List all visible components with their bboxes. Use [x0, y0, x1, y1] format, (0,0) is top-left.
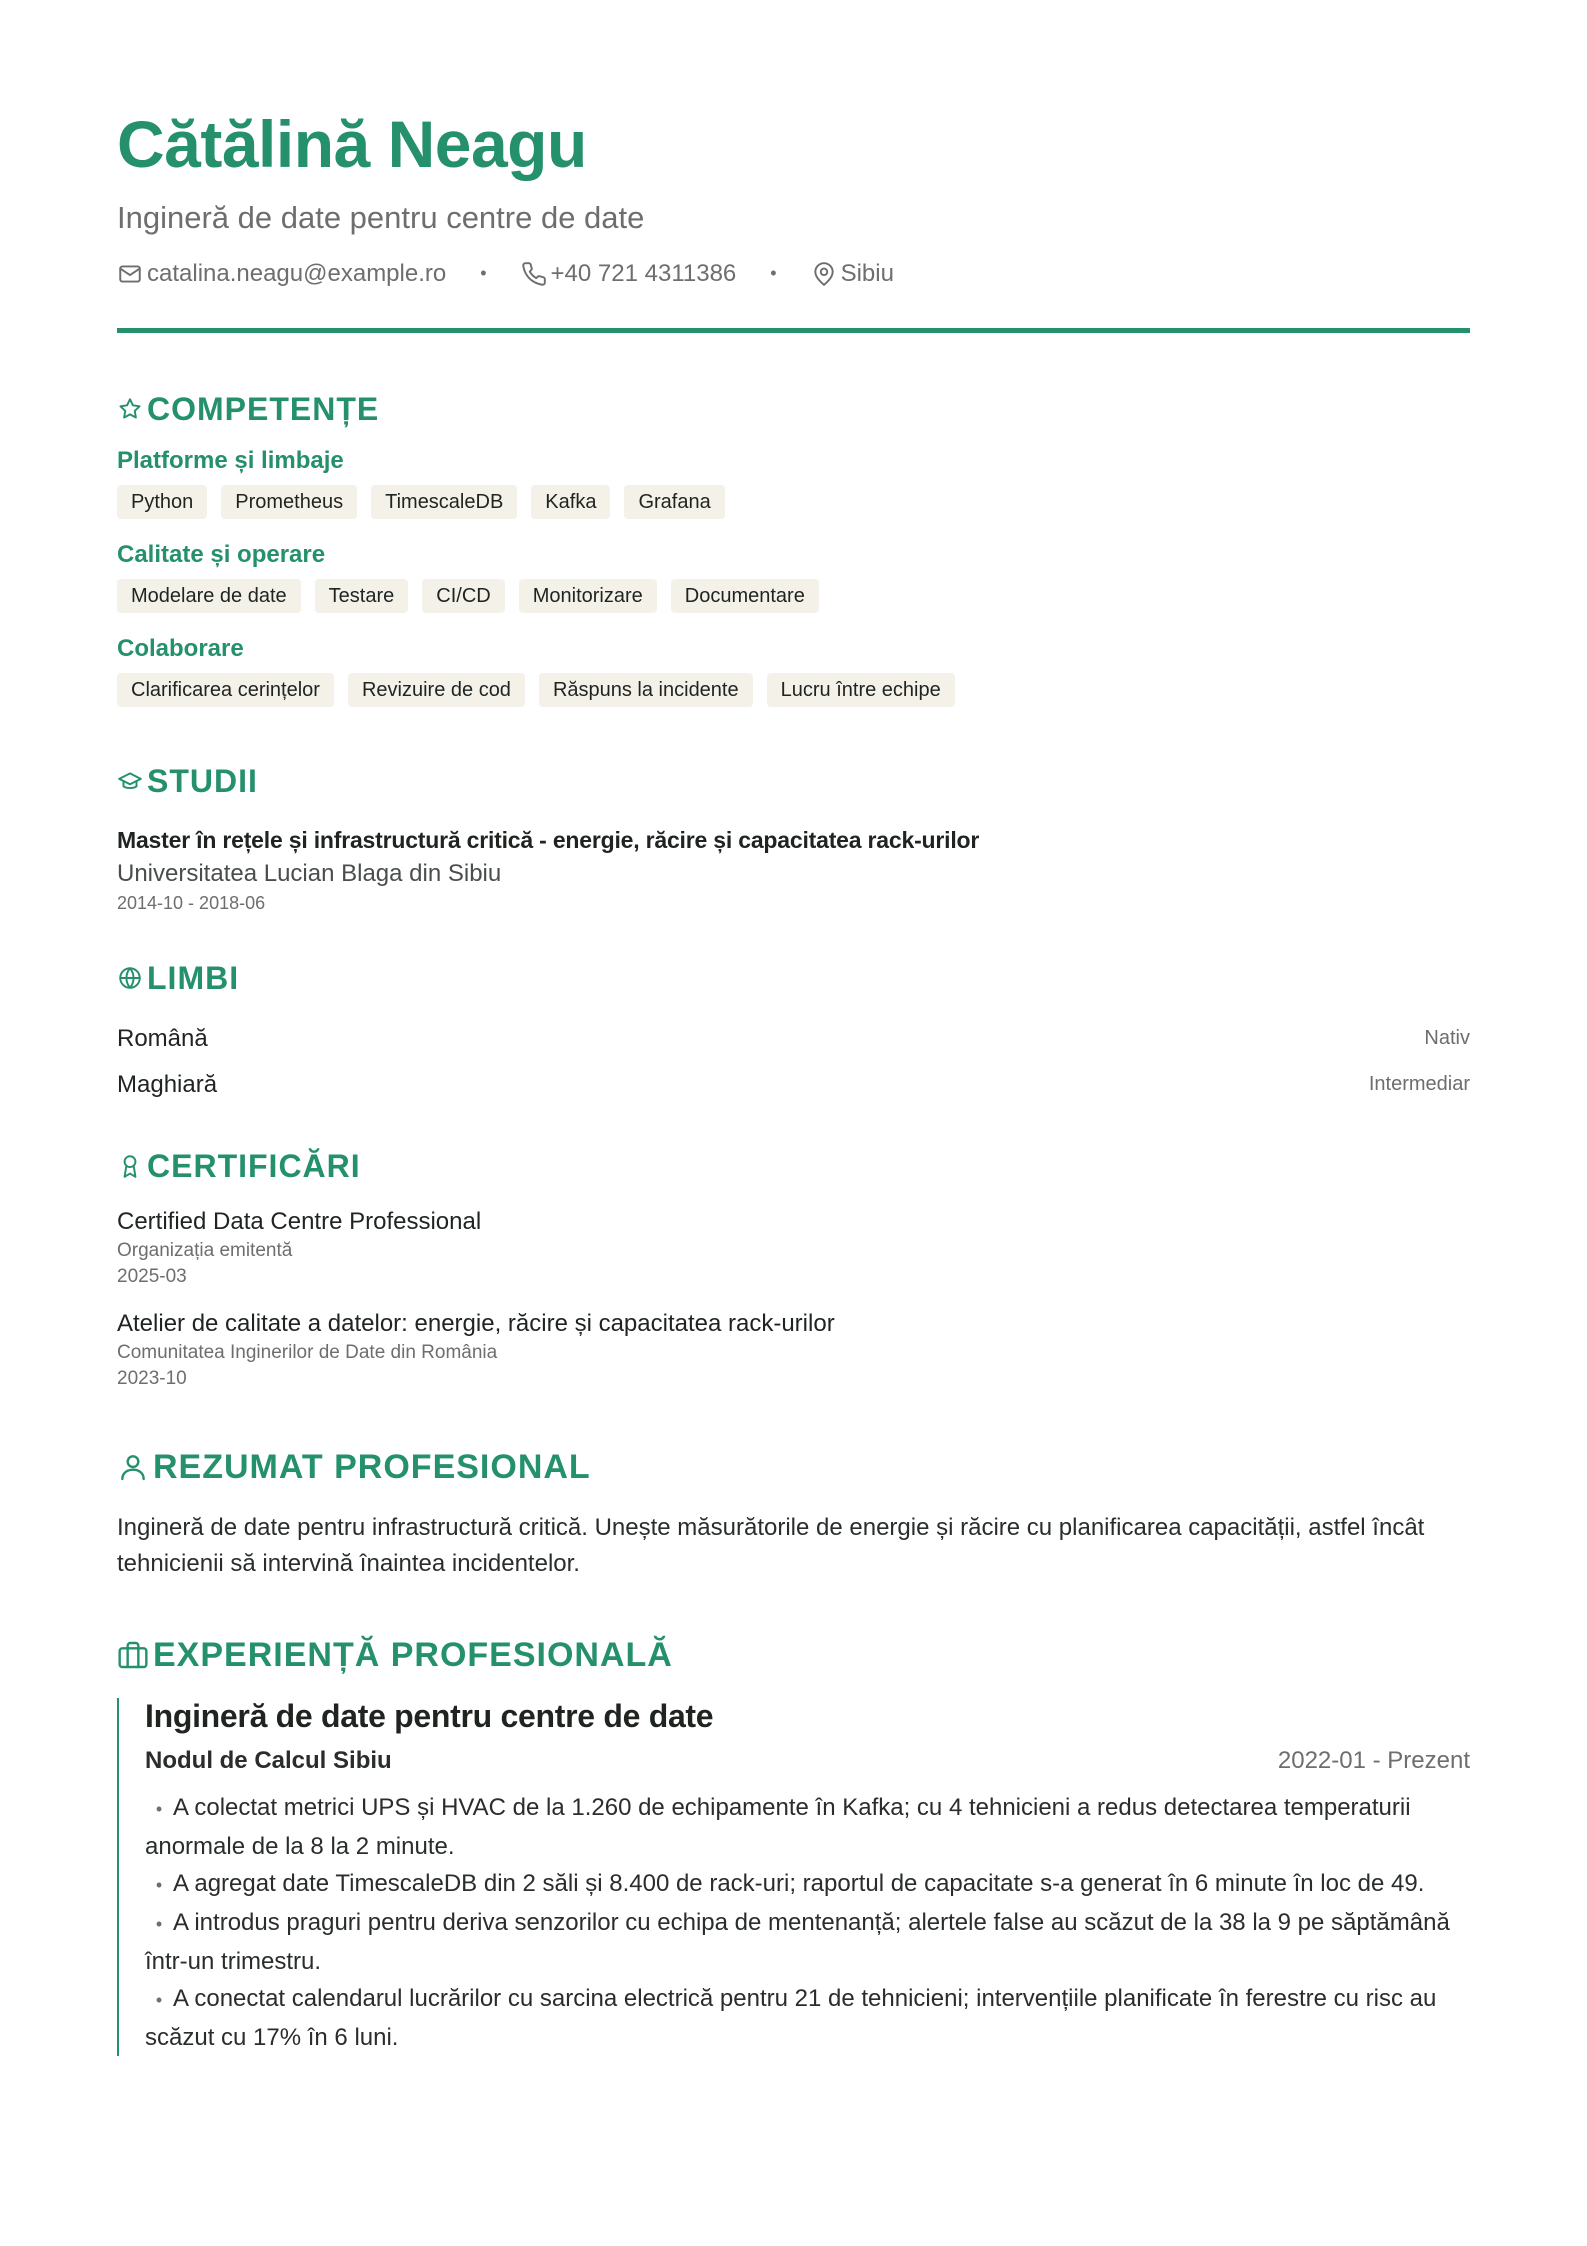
skill-chip: Clarificarea cerințelor: [117, 673, 334, 707]
degree-title: Master în rețele și infrastructură critică - energie, răcire și capacitatea rack-urilor: [117, 826, 980, 853]
contact-email[interactable]: [117, 260, 446, 288]
map-pin-icon: [811, 261, 837, 287]
phone-icon: [521, 261, 547, 287]
certification-item: [117, 1310, 1470, 1390]
contact-separator: •: [480, 263, 487, 284]
job-bullet-text: A conectat calendarul lucrărilor cu sarcina electrică pentru 21 de tehnicieni; intervențiile planificate în ferestre cu risc au scăzut cu 17% în 6 luni.: [145, 1984, 1437, 2051]
skill-group-title: Colaborare: [117, 634, 244, 662]
section-heading-languages: [117, 959, 1470, 996]
certifications-title: CERTIFICĂRI: [147, 1147, 361, 1184]
job-bullet: [145, 1904, 1470, 1980]
job-bullet: [145, 1865, 1470, 1904]
language-name: Română: [117, 1024, 208, 1052]
certification-issuer: Organizația emitentă: [117, 1239, 293, 1261]
language-level: Intermediar: [1368, 1073, 1470, 1096]
job-entry: [117, 1698, 1470, 2056]
skill-chips: [117, 673, 1470, 707]
education-item: [117, 827, 1470, 914]
section-heading-certifications: [117, 1147, 1470, 1184]
skills-title: COMPETENȚE: [147, 390, 380, 427]
candidate-name: Cătălină Neagu: [117, 107, 587, 181]
briefcase-icon: [117, 1639, 149, 1671]
skill-chip: Monitorizare: [519, 579, 657, 613]
languages-title: LIMBI: [147, 959, 240, 996]
skill-group-title: Calitate și operare: [117, 540, 326, 568]
skills-section: [117, 390, 1470, 707]
mail-icon: [117, 261, 143, 287]
contact-phone[interactable]: [521, 260, 737, 288]
header-divider: [117, 328, 1470, 333]
skill-chip: Prometheus: [221, 485, 357, 519]
skill-chip: Grafana: [624, 485, 724, 519]
phone-text: +40 721 4311386: [550, 259, 737, 287]
school-name: Universitatea Lucian Blaga din Sibiu: [117, 859, 502, 887]
job-bullet: [145, 1980, 1470, 2056]
section-heading-education: [117, 762, 1470, 799]
certifications-section: [117, 1147, 1470, 1390]
contact-location: [811, 260, 894, 288]
section-heading-summary: [117, 1447, 1470, 1486]
contact-row: [117, 260, 1470, 288]
skill-chip: Testare: [315, 579, 409, 613]
language-row: [117, 1016, 1470, 1062]
skill-chip: TimescaleDB: [371, 485, 517, 519]
skill-chip: Lucru între echipe: [767, 673, 955, 707]
language-row: [117, 1062, 1470, 1108]
language-list: [117, 1016, 1470, 1108]
certification-item: [117, 1208, 1470, 1288]
experience-section: [117, 1635, 1470, 2056]
job-bullets: [145, 1789, 1470, 2056]
award-icon: [117, 1153, 143, 1179]
skill-chip: CI/CD: [422, 579, 504, 613]
certification-issuer: Comunitatea Inginerilor de Date din România: [117, 1341, 498, 1363]
languages-section: [117, 959, 1470, 1108]
language-level: Nativ: [1424, 1027, 1470, 1050]
star-icon: [117, 396, 143, 422]
summary-section: [117, 1447, 1470, 1582]
job-title: Ingineră de date pentru centre de date: [145, 1697, 714, 1734]
skill-chips: [117, 579, 1470, 613]
skill-chip: Revizuire de cod: [348, 673, 525, 707]
skill-chip: Răspuns la incidente: [539, 673, 753, 707]
education-dates: 2014-10 - 2018-06: [117, 892, 266, 913]
candidate-headline: Ingineră de date pentru centre de date: [117, 199, 645, 235]
skill-group: [117, 540, 1470, 613]
contact-separator: •: [770, 263, 777, 284]
globe-icon: [117, 965, 143, 991]
job-company: Nodul de Calcul Sibiu: [145, 1746, 392, 1774]
skill-chip: Kafka: [531, 485, 610, 519]
education-section: [117, 762, 1470, 914]
skill-chips: [117, 485, 1470, 519]
section-heading-skills: [117, 390, 1470, 427]
certification-date: 2023-10: [117, 1367, 187, 1389]
certification-title: Atelier de calitate a datelor: energie, răcire și capacitatea rack-urilor: [117, 1309, 835, 1337]
skill-group: [117, 446, 1470, 519]
summary-title: REZUMAT PROFESIONAL: [153, 1447, 591, 1486]
user-icon: [117, 1451, 149, 1483]
job-dates: 2022-01 - Prezent: [1277, 1746, 1470, 1774]
resume-header: [117, 0, 1470, 333]
graduation-cap-icon: [117, 768, 143, 794]
language-name: Maghiară: [117, 1070, 218, 1098]
certification-date: 2025-03: [117, 1265, 187, 1287]
skill-group: [117, 634, 1470, 707]
job-bullet-text: A agregat date TimescaleDB din 2 săli și 8.400 de rack-uri; raportul de capacitate s-a generat în 6 minute în loc de 49.: [173, 1869, 1425, 1897]
certification-title: Certified Data Centre Professional: [117, 1207, 482, 1235]
section-heading-experience: [117, 1635, 1470, 1674]
summary-text: Ingineră de date pentru infrastructură critică. Unește măsurătorile de energie și răcire cu planificarea capacității, astfel încât tehnicienii să intervină înaintea incidentelor.: [117, 1513, 1425, 1577]
experience-title: EXPERIENȚĂ PROFESIONALĂ: [153, 1635, 673, 1674]
education-title: STUDII: [147, 762, 258, 799]
skill-chip: Python: [117, 485, 207, 519]
job-bullet-text: A colectat metrici UPS și HVAC de la 1.260 de echipamente în Kafka; cu 4 tehnicieni a redus detectarea temperaturii anormale de la 8 la 2 minute.: [145, 1793, 1411, 1860]
skill-chip: Modelare de date: [117, 579, 301, 613]
job-meta: [145, 1747, 1470, 1775]
skill-group-title: Platforme și limbaje: [117, 446, 344, 474]
skill-chip: Documentare: [671, 579, 819, 613]
location-text: Sibiu: [840, 259, 894, 287]
email-text: catalina.neagu@example.ro: [147, 259, 447, 287]
job-bullet-text: A introdus praguri pentru deriva senzorilor cu echipa de mentenanță; alertele false au scăzut de la 38 la 9 pe săptămână într-un trimestru.: [145, 1908, 1450, 1975]
job-bullet: [145, 1789, 1470, 1865]
